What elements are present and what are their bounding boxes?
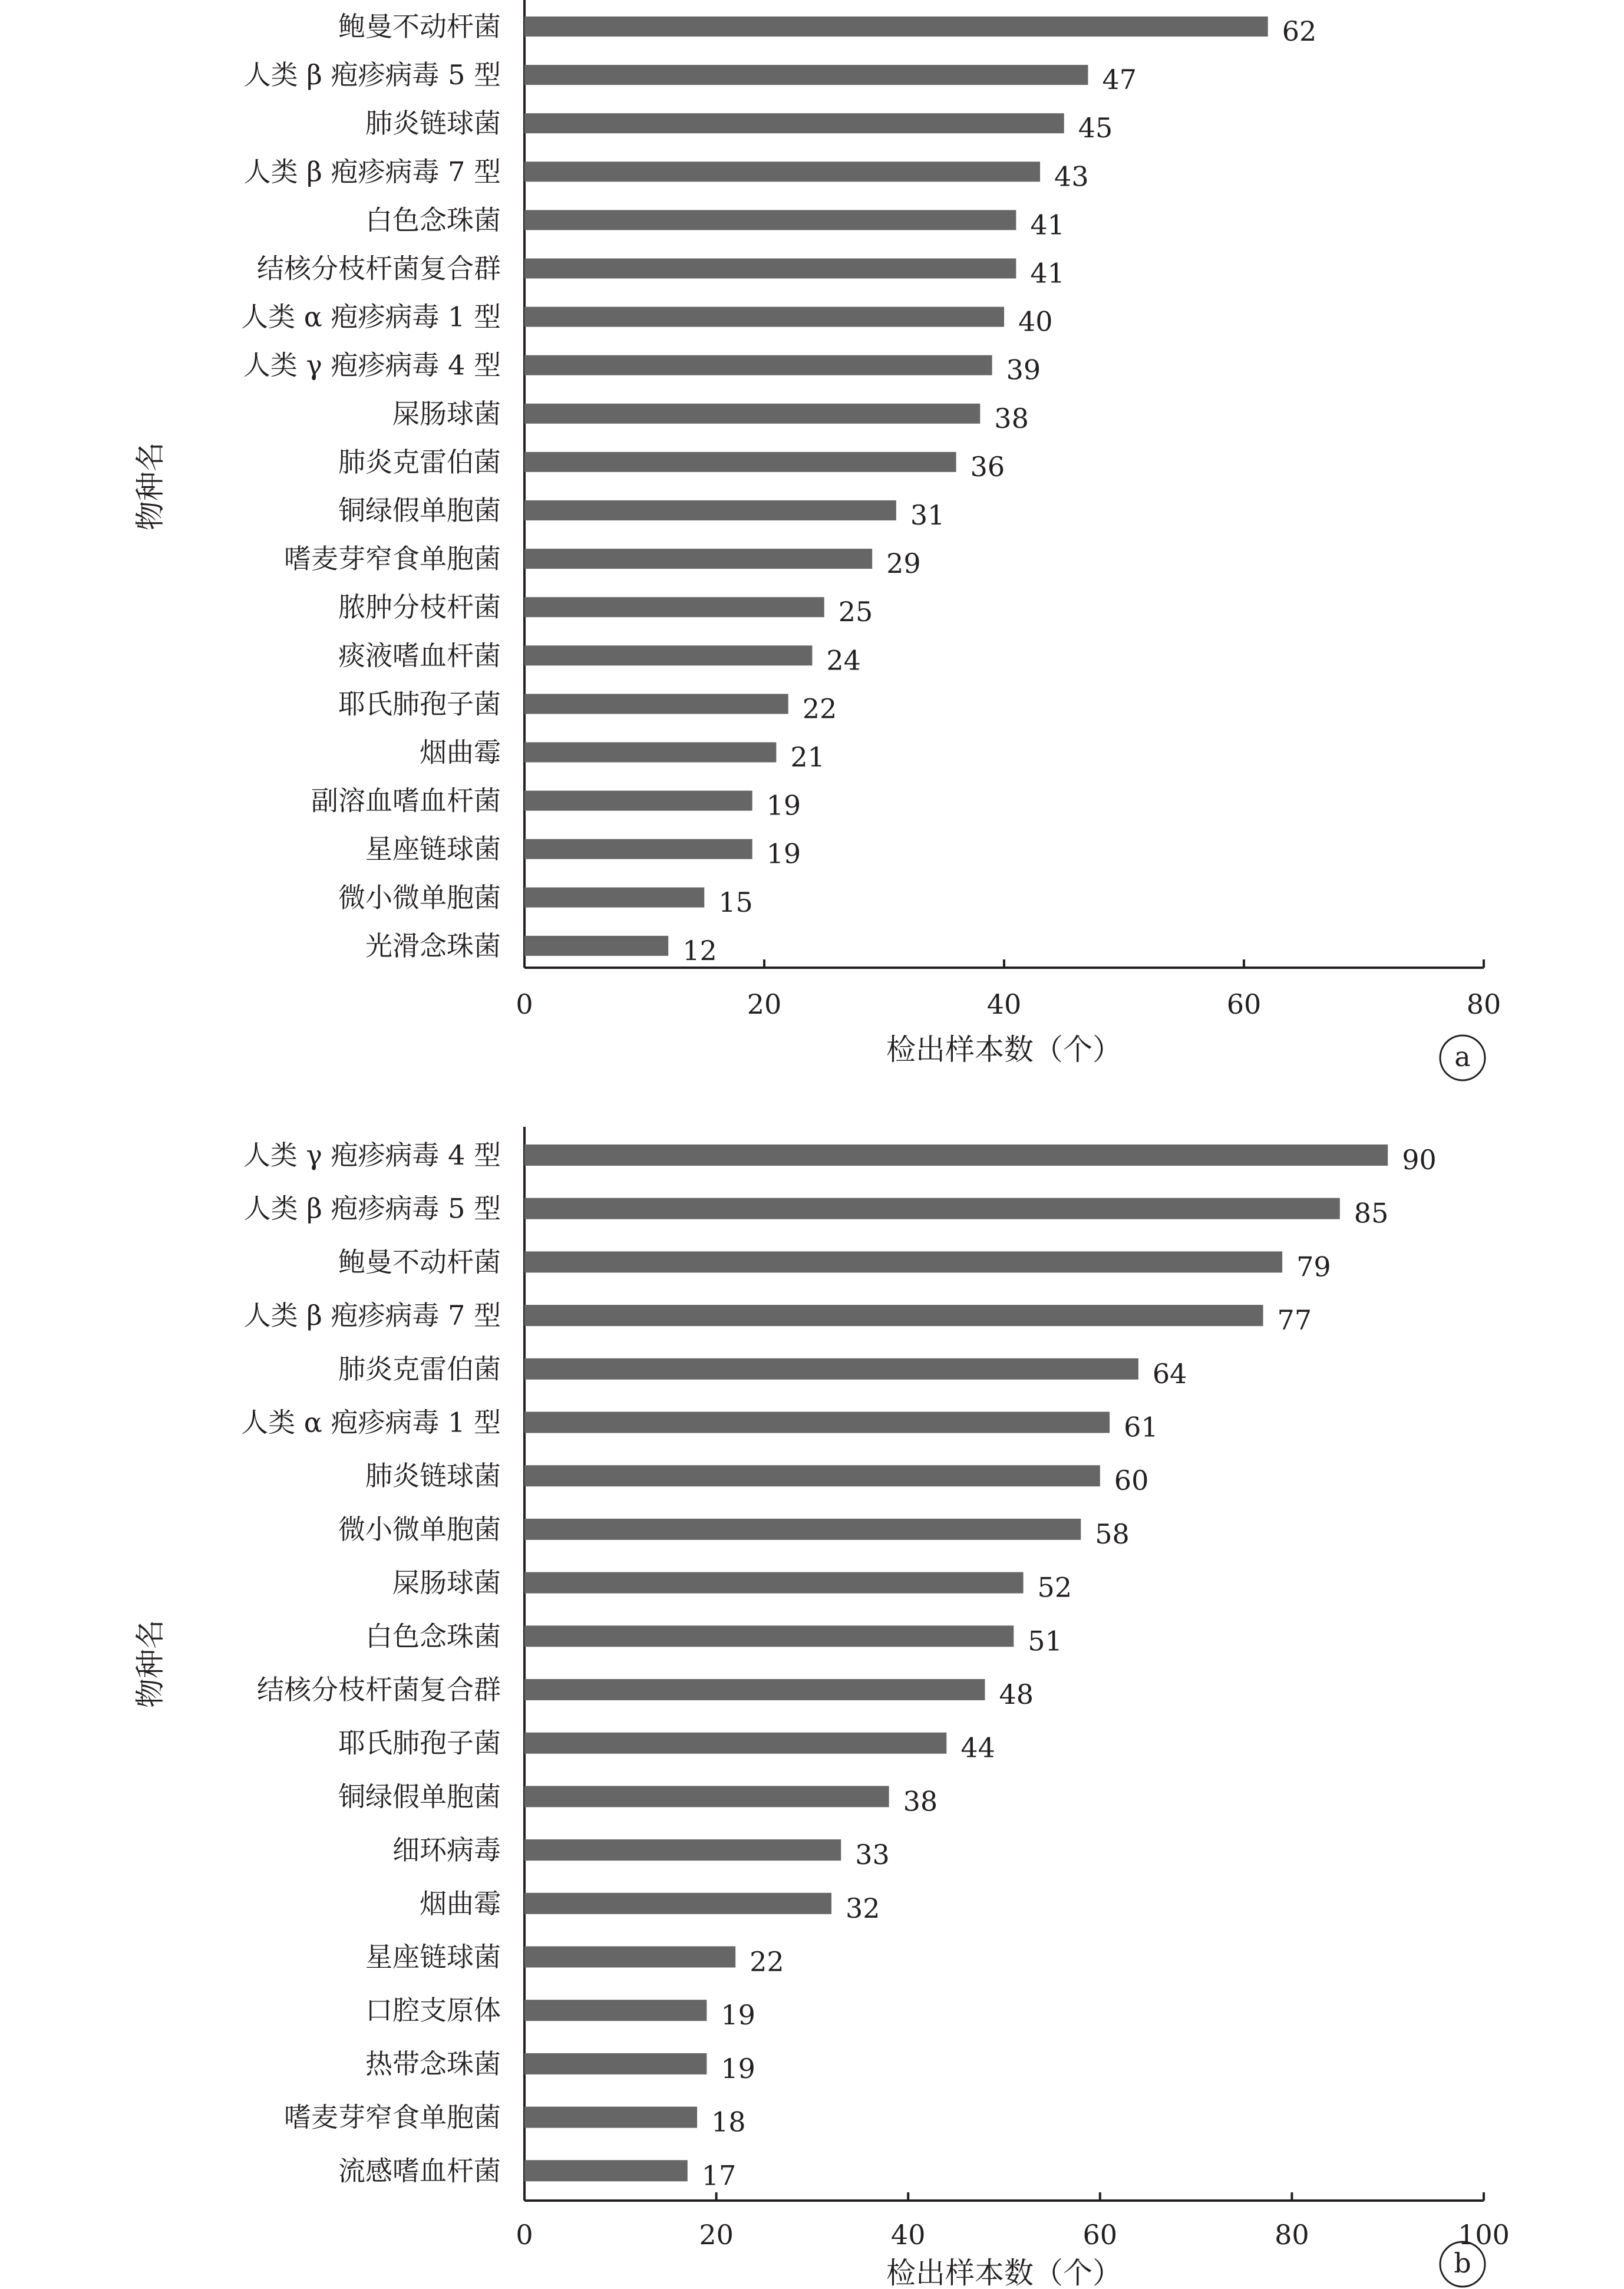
- panel-b-bar: [524, 1893, 831, 1914]
- panel-b-category-label: 肺炎克雷伯菌: [338, 1353, 501, 1385]
- panel-b-category-label: 白色念珠菌: [365, 1620, 501, 1653]
- panel-a-bar: [524, 645, 812, 665]
- panel-a-x-tick-label: 0: [516, 988, 533, 1020]
- panel-b-y-axis-title: 物种名: [133, 1620, 167, 1708]
- panel-a-bar: [524, 113, 1064, 133]
- panel-a-value-label: 19: [766, 789, 801, 822]
- panel-a-x-tick-label: 80: [1466, 988, 1501, 1020]
- panel-a-value-label: 12: [682, 934, 717, 967]
- panel-a-category-label: 白色念珠菌: [365, 204, 501, 236]
- panel-a-category-label: 脓肿分枝杆菌: [338, 591, 501, 624]
- panel-b-category-label: 星座链球菌: [365, 1941, 501, 1973]
- panel-a-bar: [524, 839, 752, 859]
- panel-a-category-label: 肺炎克雷伯菌: [338, 446, 501, 478]
- panel-a-bar: [524, 210, 1016, 230]
- panel-a-x-tick-label: 20: [747, 988, 782, 1020]
- panel-b-category-label: 烟曲霉: [420, 1887, 501, 1919]
- panel-a-category-label: 人类 β 疱疹病毒 7 型: [243, 156, 501, 188]
- panel-b-category-label: 耶氏肺孢子菌: [338, 1727, 501, 1759]
- panel-b-value-label: 77: [1277, 1304, 1312, 1337]
- panel-a-category-label: 微小微单胞菌: [338, 881, 501, 913]
- panel-b-bar: [524, 2107, 697, 2128]
- panel-a-x-axis-title: 检出样本数（个）: [886, 1033, 1122, 1067]
- panel-b-category-label: 嗜麦芽窄食单胞菌: [284, 2101, 501, 2133]
- panel-b-value-label: 17: [701, 2159, 737, 2192]
- panel-a-x-tick-label: 40: [986, 988, 1022, 1020]
- panel-a-value-label: 39: [1006, 354, 1041, 386]
- panel-b-bar: [524, 2160, 688, 2181]
- panel-b-value-label: 52: [1037, 1571, 1072, 1604]
- panel-b-bar: [524, 2053, 707, 2074]
- panel-b-bar: [524, 1625, 1014, 1647]
- panel-b-bar: [524, 1733, 946, 1754]
- panel-b-bar: [524, 1251, 1282, 1272]
- panel-a-category-label: 星座链球菌: [365, 833, 501, 865]
- panel-a-value-label: 22: [802, 692, 837, 725]
- panel-a-bar: [524, 743, 776, 763]
- panel-a-value-label: 19: [766, 837, 801, 870]
- panel-b-bar: [524, 1144, 1388, 1166]
- panel-b-x-axis-title: 检出样本数（个）: [886, 2256, 1122, 2289]
- panel-b-bar: [524, 1786, 889, 1807]
- panel-b-value-label: 32: [845, 1892, 880, 1924]
- panel-b-value-label: 58: [1095, 1518, 1130, 1550]
- panel-b-category-label: 人类 α 疱疹病毒 1 型: [241, 1406, 501, 1439]
- panel-b-x-tick-label: 80: [1275, 2219, 1309, 2251]
- panel-a-category-label: 结核分枝杆菌复合群: [257, 252, 501, 285]
- panel-b-value-label: 79: [1296, 1251, 1331, 1283]
- panel-b-value-label: 90: [1402, 1144, 1437, 1176]
- panel-b-value-label: 60: [1114, 1465, 1149, 1497]
- panel-b-category-label: 人类 β 疱疹病毒 5 型: [243, 1192, 501, 1225]
- panel-a-bar: [524, 597, 824, 617]
- panel-a-bar: [524, 259, 1016, 279]
- panel-b-bar: [524, 1947, 735, 1968]
- panel-a-category-label: 人类 γ 疱疹病毒 4 型: [243, 349, 501, 381]
- panel-b-x-tick-label: 40: [890, 2219, 926, 2251]
- panel-a-value-label: 15: [718, 886, 753, 918]
- panel-b-bar: [524, 2000, 707, 2021]
- panel-a-value-label: 41: [1030, 209, 1065, 241]
- panel-a-category-label: 人类 α 疱疹病毒 1 型: [241, 301, 501, 333]
- panel-b-bar: [524, 1839, 841, 1861]
- panel-a-category-label: 肺炎链球菌: [365, 107, 501, 140]
- panel-b-category-label: 热带念珠菌: [365, 2047, 501, 2080]
- panel-b-category-label: 口腔支原体: [365, 1994, 501, 2027]
- panel-b-value-label: 48: [999, 1678, 1034, 1710]
- panel-b-x-tick-label: 60: [1082, 2219, 1118, 2251]
- panel-a-category-label: 光滑念珠菌: [365, 929, 501, 962]
- panel-a-y-axis-title: 物种名: [133, 442, 167, 530]
- panel-b-bar: [524, 1679, 985, 1700]
- panel-a-x-tick-label: 60: [1226, 988, 1262, 1020]
- panel-b-value-label: 85: [1354, 1197, 1389, 1229]
- panel-a-category-label: 耶氏肺孢子菌: [338, 688, 501, 720]
- panel-a-chart: [133, 0, 1501, 1080]
- panel-b-category-label: 微小微单胞菌: [338, 1513, 501, 1545]
- panel-a-value-label: 29: [886, 547, 921, 580]
- panel-a-value-label: 24: [826, 644, 861, 677]
- panel-a-value-label: 31: [910, 499, 945, 531]
- panel-b-x-tick-label: 0: [516, 2219, 533, 2251]
- panel-a-category-label: 鲍曼不动杆菌: [338, 11, 501, 42]
- panel-b-bar: [524, 1465, 1100, 1486]
- panel-a-category-label: 铜绿假单胞菌: [338, 494, 501, 526]
- panel-a-bar: [524, 500, 896, 520]
- panel-b-bar: [524, 1305, 1263, 1326]
- panel-b-badge-label: b: [1454, 2247, 1471, 2279]
- panel-b-chart: [133, 1127, 1510, 2289]
- panel-b-category-label: 人类 γ 疱疹病毒 4 型: [243, 1139, 501, 1171]
- panel-a-bar: [524, 17, 1268, 37]
- panel-b-category-label: 铜绿假单胞菌: [338, 1780, 501, 1813]
- panel-b-category-label: 肺炎链球菌: [365, 1460, 501, 1492]
- panel-b-category-label: 结核分枝杆菌复合群: [257, 1674, 501, 1706]
- panel-a-category-label: 副溶血嗜血杆菌: [311, 784, 501, 817]
- panel-a-bar: [524, 307, 1004, 327]
- panel-a-bar: [524, 65, 1088, 85]
- panel-b-bar: [524, 1519, 1081, 1540]
- panel-a-value-label: 45: [1078, 112, 1113, 144]
- panel-a-value-label: 40: [1018, 305, 1053, 338]
- panel-a-value-label: 21: [790, 741, 825, 773]
- panel-b-category-label: 屎肠球菌: [392, 1566, 501, 1599]
- panel-b-x-tick-label: 20: [699, 2219, 734, 2251]
- panel-b-category-label: 细环病毒: [392, 1834, 501, 1866]
- panel-a-value-label: 62: [1282, 15, 1317, 47]
- panel-b-bar: [524, 1412, 1110, 1433]
- panel-b-value-label: 61: [1124, 1411, 1158, 1443]
- panel-a-value-label: 47: [1102, 64, 1137, 96]
- panel-b-bar: [524, 1358, 1138, 1380]
- panel-a-bar: [524, 936, 668, 956]
- panel-a-bar: [524, 355, 992, 375]
- panel-a-bar: [524, 888, 704, 908]
- panel-a-category-label: 烟曲霉: [420, 736, 501, 769]
- panel-b-bar: [524, 1572, 1024, 1594]
- panel-b-x-tick-label: 100: [1458, 2219, 1510, 2251]
- panel-a-bar: [524, 549, 872, 569]
- panel-a-bar: [524, 694, 788, 714]
- panel-b-value-label: 44: [960, 1731, 995, 1764]
- panel-b-category-label: 鲍曼不动杆菌: [338, 1246, 501, 1278]
- panel-a-category-label: 痰液嗜血杆菌: [338, 639, 501, 672]
- panel-a-category-label: 嗜麦芽窄食单胞菌: [284, 543, 501, 575]
- panel-a-value-label: 43: [1054, 160, 1089, 193]
- panel-b-bar: [524, 1198, 1340, 1219]
- panel-a-bar: [524, 791, 752, 811]
- panel-a-category-label: 屎肠球菌: [392, 397, 501, 430]
- panel-b-value-label: 22: [750, 1945, 784, 1978]
- panel-a-value-label: 38: [994, 402, 1029, 434]
- panel-a-value-label: 41: [1030, 257, 1065, 289]
- panel-a-bar: [524, 404, 980, 424]
- panel-b-value-label: 38: [903, 1785, 938, 1818]
- panel-b-category-label: 人类 β 疱疹病毒 7 型: [243, 1299, 501, 1332]
- panel-b-value-label: 51: [1028, 1625, 1062, 1657]
- panel-b-value-label: 33: [855, 1839, 890, 1871]
- panel-a-bar: [524, 161, 1040, 182]
- panel-a-category-label: 人类 β 疱疹病毒 5 型: [243, 59, 501, 91]
- panel-b-value-label: 18: [711, 2106, 746, 2138]
- panel-b-value-label: 64: [1152, 1357, 1187, 1390]
- panel-a-badge-label: a: [1454, 1041, 1471, 1073]
- panel-b-category-label: 流感嗜血杆菌: [338, 2155, 501, 2187]
- panel-a-value-label: 25: [838, 596, 873, 628]
- panel-b-value-label: 19: [721, 1999, 755, 2031]
- panel-a-value-label: 36: [970, 450, 1005, 483]
- panel-b-value-label: 19: [721, 2052, 755, 2084]
- panel-a-bar: [524, 452, 956, 472]
